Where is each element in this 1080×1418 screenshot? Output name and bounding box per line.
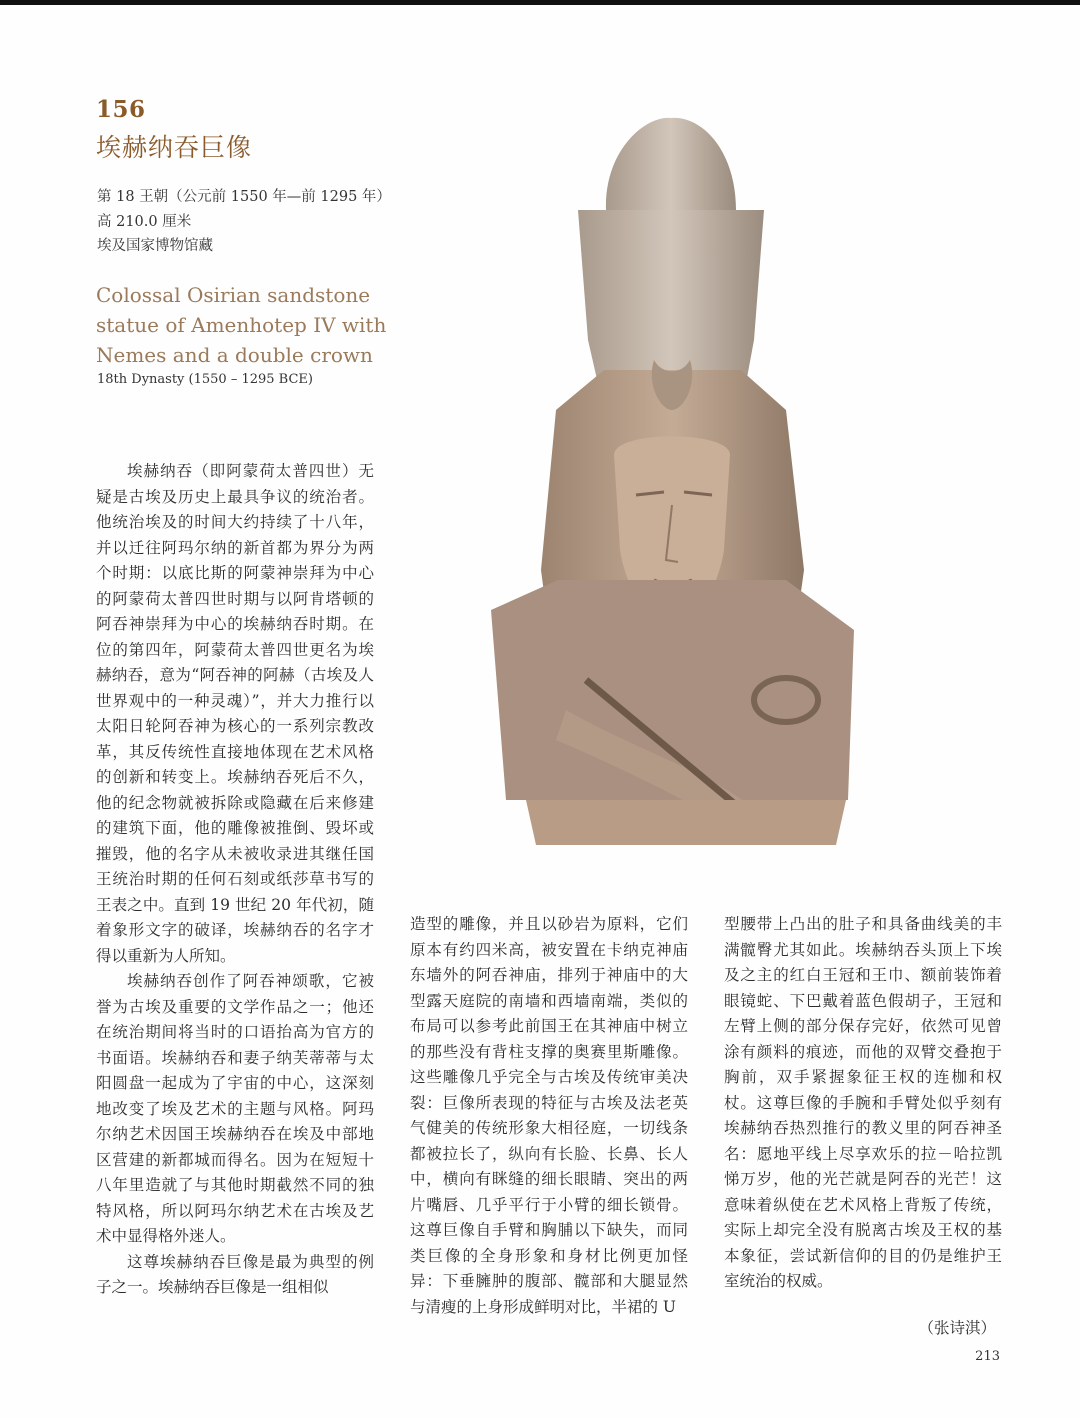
item-number: 156 — [96, 96, 146, 123]
crown-bulb — [606, 118, 736, 210]
dynasty-cn: 第 18 王朝（公元前 1550 年—前 1295 年） — [97, 189, 391, 205]
english-title — [96, 280, 396, 370]
paragraph: 埃赫纳吞创作了阿吞神颂歌，它被誉为古埃及重要的文学作品之一；他还在统治期间将当时的口语抬高为官方的书面语。埃赫纳吞和妻子纳芙蒂蒂与太阳圆盘一起成为了宇宙的中心，这深刻地改变了埃及艺术的主题与风格。阿玛尔纳艺术因国王埃赫纳吞在埃及中部地区营建的新都城而得名。因为在短短十八年里造就了与其他时期截然不同的独特风格，所以阿玛尔纳艺术在古埃及艺术中显得格外迷人。 — [96, 972, 374, 1245]
body-column-1 — [96, 459, 374, 1301]
paragraph: 造型的雕像，并且以砂岩为原料，它们原本有约四米高，被安置在卡纳克神庙东墙外的阿吞神庙，排列于神庙中的大型露天庭院的南墙和西墙南端，类似的布局可以参考此前国王在其神庙中树立的那些没有背柱支撑的奥赛里斯雕像。这些雕像几乎完全与古埃及传统审美决裂：巨像所表现的特征与古埃及法老英气健美的传统形象大相径庭，一切线条都被拉长了，纵向有长脸、长鼻、长人中，横向有眯缝的细长眼睛、突出的两片嘴唇、几乎平行于小臂的细长锁骨。这尊巨像自手臂和胸脯以下缺失，而同类巨像的全身形象和身材比例更加怪异：下垂臃肿的腹部、髋部和大腿显然与清瘦的上身形成鲜明对比，半裙的 U — [410, 915, 688, 1316]
english-title-line: Colossal Osirian sandstone — [96, 283, 371, 307]
paragraph: 这尊埃赫纳吞巨像是最为典型的例子之一。埃赫纳吞巨像是一组相似 — [96, 1252, 374, 1296]
dynasty-en: 18th Dynasty (1550 – 1295 BCE) — [97, 372, 313, 387]
statue-photo — [486, 110, 858, 845]
paragraph: 埃赫纳吞（即阿蒙荷太普四世）无疑是古埃及历史上最具争议的统治者。他统治埃及的时间大约持续了十八年，并以迁往阿玛尔纳的新首都为界分为两个时期：以底比斯的阿蒙神崇拜为中心的阿蒙荷太普四世时期与以阿肯塔顿的阿吞神崇拜为中心的埃赫纳吞时期。在位的第四年，阿蒙荷太普四世更名为埃赫纳吞，意为“阿吞神的阿赫（古埃及人世界观中的一种灵魂）”，并大力推行以太阳日轮阿吞神为核心的一系列宗教改革，其反传统性直接地体现在艺术风格的创新和转变上。埃赫纳吞死后不久，他的纪念物就被拆除或隐藏在后来修建的建筑下面，他的雕像被推倒、毁坏或摧毁，他的名字从未被收录进其继任国王统治时期的任何石刻或纸莎草书写的王表之中。直到 19 世纪 20 年代初，随着象形文字的破译，埃赫纳吞的名字才得以重新为人所知。 — [96, 462, 374, 965]
top-border — [0, 0, 1080, 5]
paragraph: 型腰带上凸出的肚子和具备曲线美的丰满髋臀尤其如此。埃赫纳吞头顶上下埃及之主的红白王冠和王巾、额前装饰着眼镜蛇、下巴戴着蓝色假胡子，王冠和左臂上侧的部分保存完好，依然可见曾涂有颜料的痕迹，而他的双臂交叠抱于胸前，双手紧握象征王权的连枷和权杖。这尊巨像的手腕和手臂处似乎刻有埃赫纳吞热烈推行的教义里的阿吞神圣名：愿地平线上尽享欢乐的拉－哈拉凯悌万岁，他的光芒就是阿吞的光芒！这意味着纵使在艺术风格上背叛了传统，实际上却完全没有脱离古埃及王权的基本象征，尝试新信仰的目的仍是维护王室统治的权威。 — [724, 915, 1002, 1290]
author-credit: （张诗淇） — [918, 1319, 996, 1337]
english-title-line: Nemes and a double crown — [96, 343, 373, 367]
body-column-3 — [724, 912, 1002, 1295]
body-column-2 — [410, 912, 688, 1320]
english-title-line: statue of Amenhotep IV with — [96, 313, 387, 337]
chinese-title: 埃赫纳吞巨像 — [96, 133, 253, 162]
height-cn: 高 210.0 厘米 — [97, 213, 192, 230]
object-metadata — [97, 185, 391, 259]
collection-cn: 埃及国家博物馆藏 — [97, 238, 213, 254]
page-number: 213 — [975, 1349, 1000, 1364]
